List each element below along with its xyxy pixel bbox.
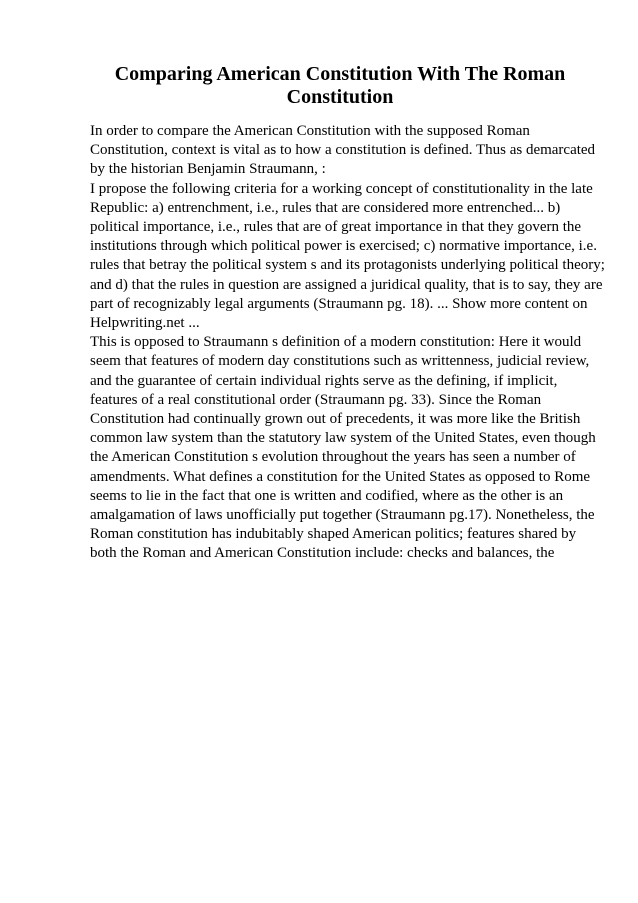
body-line: Constitution, context is vital as to how a constitution is defined. Thus as demarcated (90, 142, 596, 159)
body-line: This is opposed to Straumann s definition of a modern constitution: Here it would (90, 334, 582, 351)
body-line: amendments. What defines a constitution for the United States as opposed to Rome (90, 468, 591, 485)
body-line: by the historian Benjamin Straumann, : (90, 161, 326, 178)
body-line: Roman constitution has indubitably shaped American politics; features shared by (90, 526, 577, 543)
document-title (90, 63, 590, 109)
body-line: both the Roman and American Constitution include: checks and balances, the (90, 545, 555, 562)
body-line: political importance, i.e., rules that are of great importance in that they govern the (90, 219, 582, 236)
body-line: common law system than the statutory law system of the United States, even though (90, 430, 596, 447)
body-line: the American Constitution s evolution throughout the years has seen a number of (90, 449, 576, 466)
document-body (90, 122, 605, 564)
body-line: amalgamation of laws unofficially put together (Straumann pg.17). Nonetheless, the (90, 507, 595, 524)
title-line-2: Constitution (286, 86, 394, 108)
body-line: seem that features of modern day constitutions such as writtenness, judicial review, (90, 353, 590, 370)
body-line: and d) that the rules in question are assigned a juridical quality, that is to say, they are (90, 276, 603, 293)
body-line: part of recognizably legal arguments (Straumann pg. 18). ... Show more content on (90, 295, 588, 312)
body-line: features of a real constitutional order (Straumann pg. 33). Since the Roman (90, 391, 542, 408)
body-line: In order to compare the American Constitution with the supposed Roman (90, 123, 530, 139)
body-line: and the guarantee of certain individual rights serve as the defining, if implicit, (90, 372, 558, 389)
body-line: Helpwriting.net ... (90, 315, 200, 332)
body-line: seems to lie in the fact that one is written and codified, where as the other is an (90, 487, 564, 504)
body-line: Constitution had continually grown out of precedents, it was more like the British (90, 411, 581, 428)
body-line: institutions through which political power is exercised; c) normative importance, i.e. (90, 238, 597, 255)
title-line-1: Comparing American Constitution With The Roman (114, 63, 566, 85)
body-line: I propose the following criteria for a working concept of constitutionality in the late (90, 180, 593, 197)
body-line: Republic: a) entrenchment, i.e., rules that are considered more entrenched... b) (90, 199, 561, 216)
body-line: rules that betray the political system s and its protagonists underlying political theory; (90, 257, 605, 274)
